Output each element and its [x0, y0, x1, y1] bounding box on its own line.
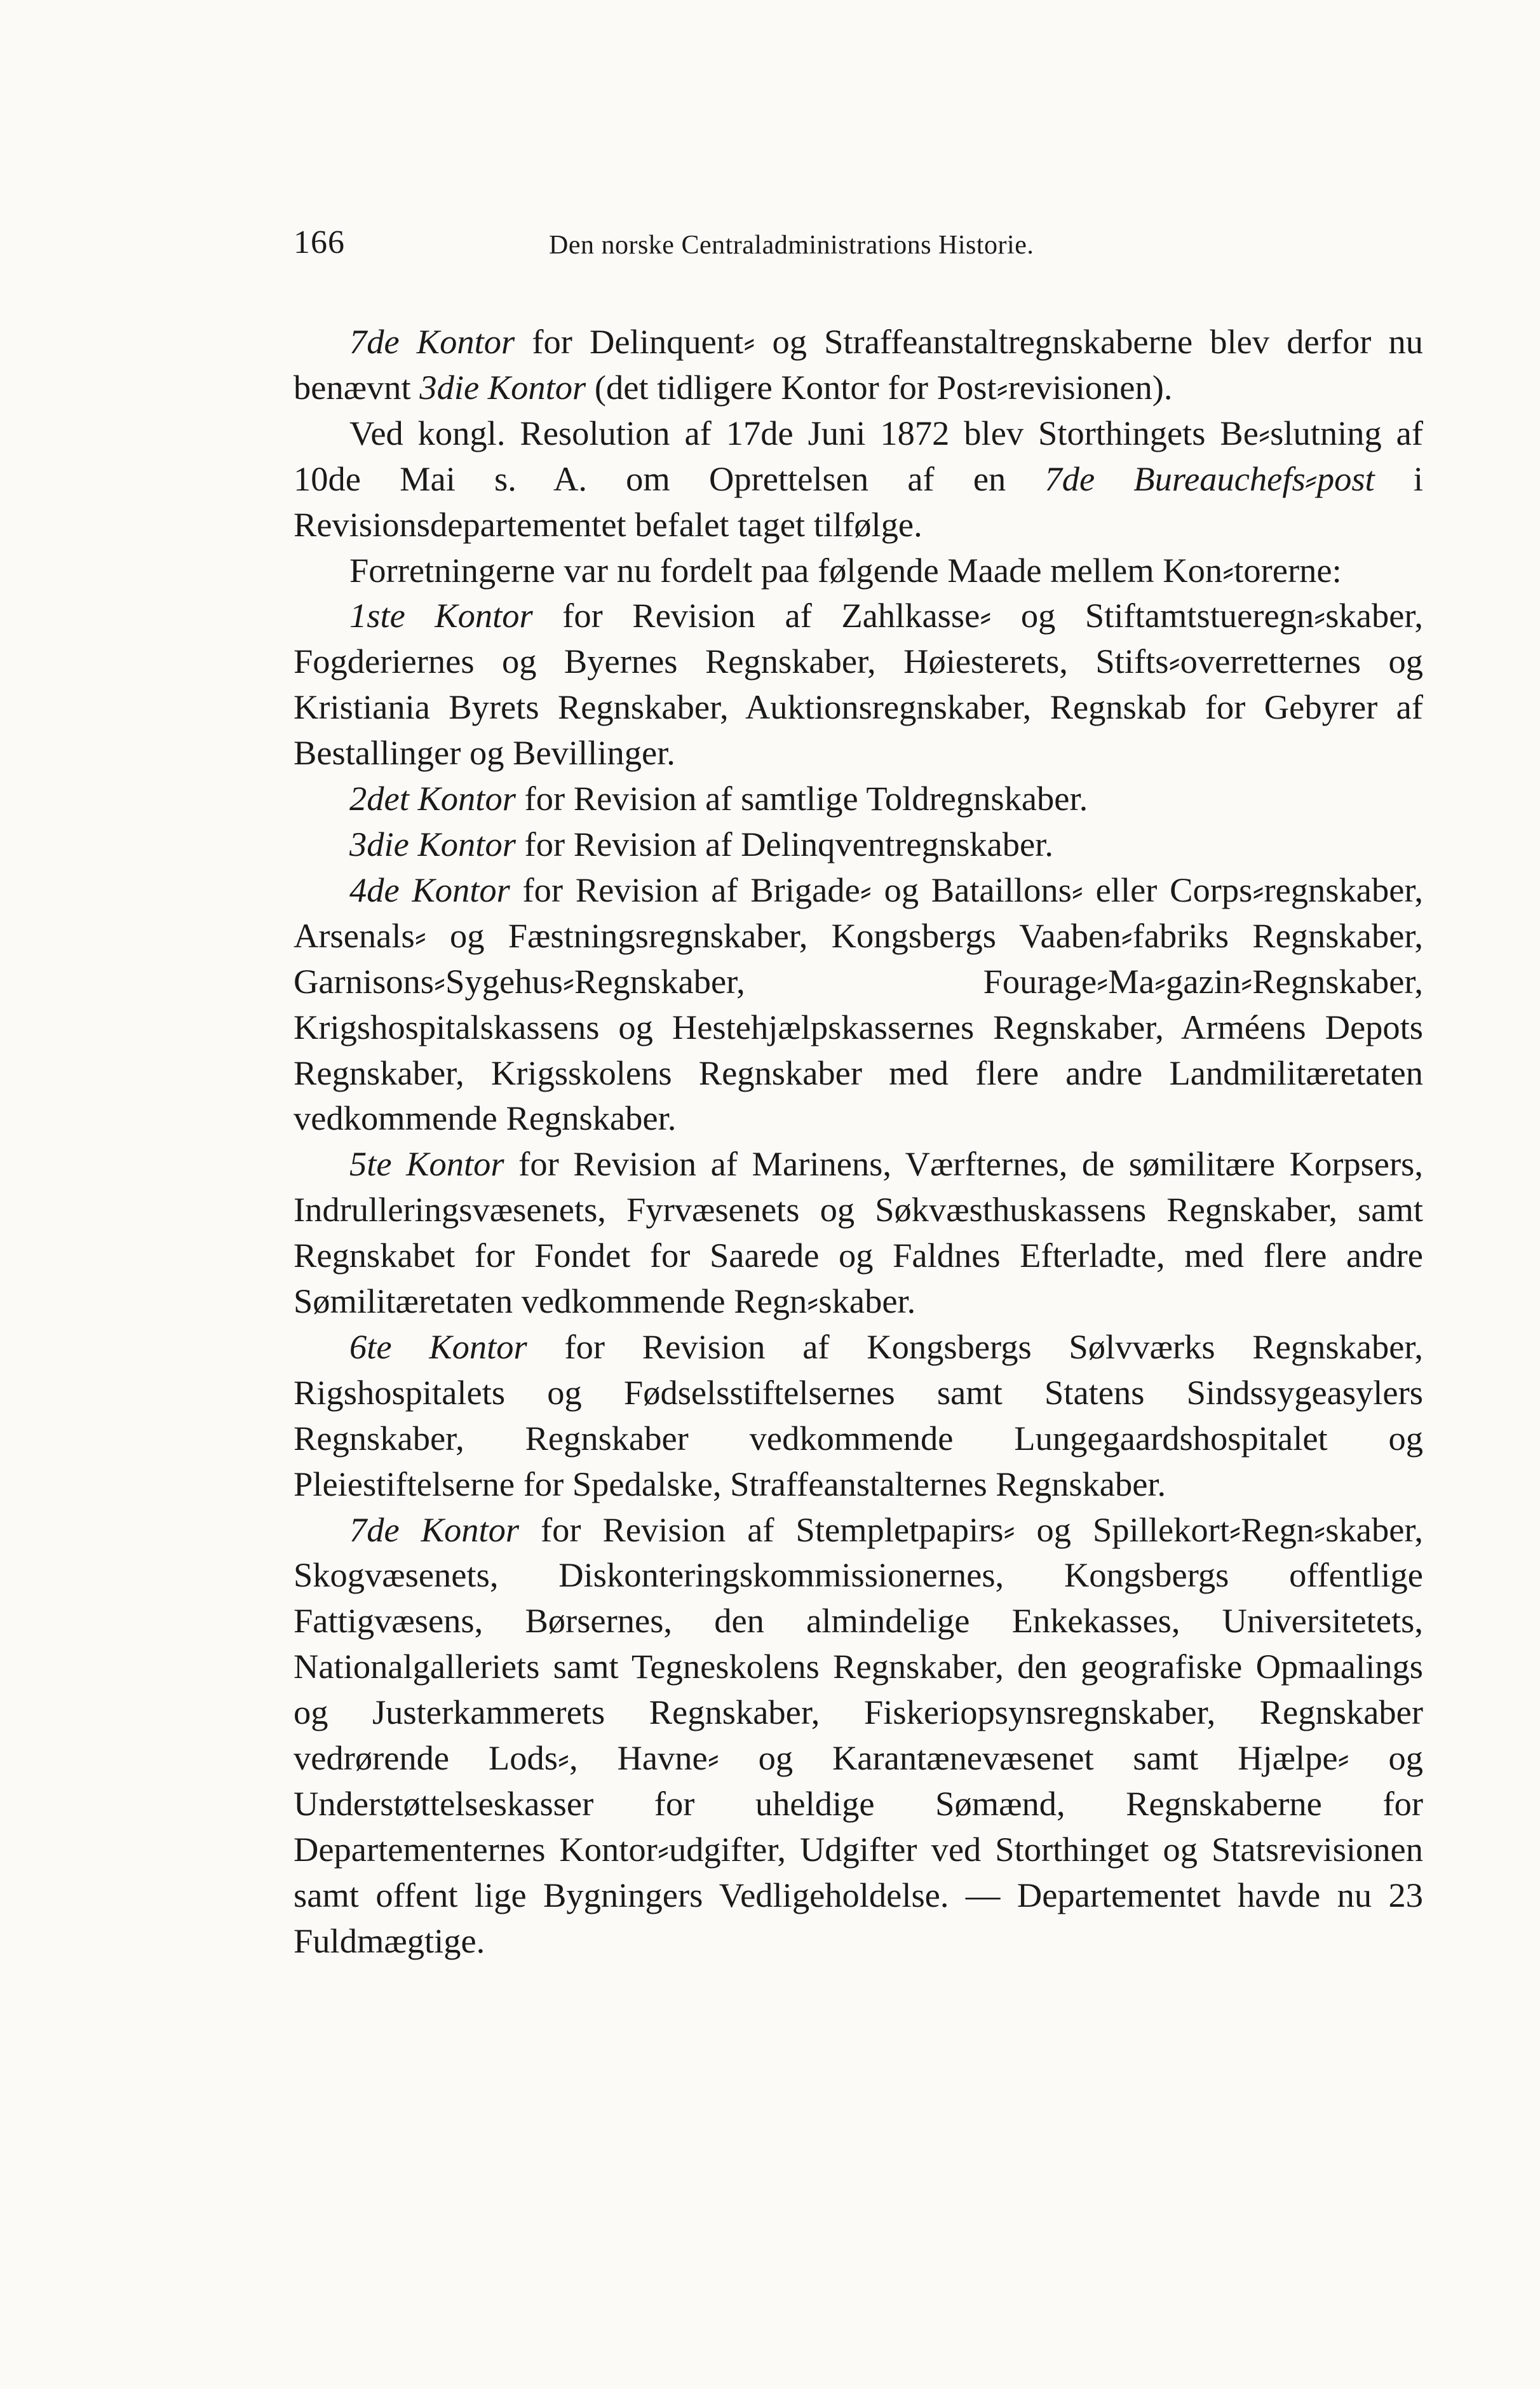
paragraph-text: for Revision af Marinens, Værfternes, de sømilitære Korpsers, Indrulleringsvæsenets, Fyrvæsenets og Søkvæsthuskassens Regnskaber, samt Regnskabet for Fondet for Saarede og Faldnes Efterladte, med flere andre Sømilitæretaten vedkommende Regn⸗skaber.	[294, 1144, 1423, 1321]
paragraph-4de-kontor	[294, 867, 1423, 1141]
office-name: 6te Kontor	[349, 1327, 527, 1366]
paragraph-text: i Revisionsdepartementet befalet taget tilfølge.	[294, 459, 1423, 544]
office-name: 7de Bureauchefs⸗post	[1044, 459, 1375, 498]
paragraph-5te-kontor	[294, 1141, 1423, 1324]
office-name: 1ste Kontor	[349, 596, 533, 635]
paragraph-distribution-intro	[294, 548, 1423, 593]
office-name: 5te Kontor	[349, 1144, 504, 1184]
running-title: Den norske Centraladministrations Historie.	[549, 231, 1034, 260]
paragraph-6te-kontor	[294, 1324, 1423, 1507]
office-name: 2det Kontor	[349, 779, 516, 818]
paragraph-text: (det tidligere Kontor for Post⸗revisionen).	[586, 367, 1173, 407]
office-name: 4de Kontor	[349, 870, 510, 909]
book-page	[294, 210, 1423, 1964]
paragraph-text: for Revision af Delinqventregnskaber.	[515, 824, 1053, 863]
body-text	[294, 319, 1423, 1964]
paragraph-text: for Revision af Stempletpapirs⸗ og Spillekort⸗Regn⸗skaber, Skogvæsenets, Diskonteringskommissionernes, Kongsbergs offentlige Fattigvæsens, Børsernes, den almindelige Enkekasses, Universitetets, Nationalgalleriets samt Tegneskolens Regnskaber, den geografiske Opmaalings og Justerkammerets Regnskaber, Fiskeriopsynsregnskaber, Regnskaber vedrørende Lods⸗, Havne⸗ og Karantænevæsenet samt Hjælpe⸗ og Understøttelseskasser for uheldige Sømænd, Regnskaberne for Departementernes Kontor⸗udgifter, Udgifter ved Storthinget og Statsrevisionen samt offent lige Bygningers Vedligeholdelse. — Departementet havde nu 23 Fuldmægtige.	[294, 1510, 1423, 1960]
office-name: 7de Kontor	[349, 322, 515, 361]
paragraph-1ste-kontor	[294, 593, 1423, 776]
paragraph-text: for Revision af Brigade⸗ og Bataillons⸗ eller Corps⸗regnskaber, Arsenals⸗ og Fæstningsregnskaber, Kongsbergs Vaaben⸗fabriks Regnskaber, Garnisons⸗Sygehus⸗Regnskaber, Fourage⸗Ma⸗gazin⸗Regnskaber, Krigshospitalskassens og Hestehjælpskassernes Regnskaber, Arméens Depots Regnskaber, Krigsskolens Regnskaber med flere andre Landmilitæretaten vedkommende Regnskaber.	[294, 870, 1423, 1138]
office-name: 3die Kontor	[419, 367, 586, 407]
office-name: 3die Kontor	[349, 824, 516, 863]
paragraph-text: for Revision af Kongsbergs Sølvværks Regnskaber, Rigshospitalets og Fødselsstiftelsernes samt Statens Sindssygeasylers Regnskaber, Regnskaber vedkommende Lungegaardshospitalet og Pleiestiftelserne for Spedalske, Straffeanstalternes Regnskaber.	[294, 1327, 1423, 1503]
paragraph-7de-kontor-renamed	[294, 319, 1423, 410]
paragraph-text: Ved kongl. Resolution af 17de Juni 1872 blev Storthingets Be⸗slutning af 10de Mai s. A. om Oprettelsen af en	[294, 413, 1423, 498]
office-name: 7de Kontor	[349, 1510, 520, 1549]
paragraph-resolution	[294, 410, 1423, 548]
paragraph-2det-kontor	[294, 776, 1423, 822]
paragraph-text: for Delinquent⸗ og Straffeanstaltregnskaberne blev derfor nu benævnt	[294, 322, 1423, 407]
running-head	[294, 210, 1423, 267]
paragraph-text: for Revision af samtlige Toldregnskaber.	[515, 779, 1088, 818]
page-number: 166	[294, 224, 345, 261]
paragraph-text: for Revision af Zahlkasse⸗ og Stiftamtstueregn⸗skaber, Fogderiernes og Byernes Regnskaber, Høiesterets, Stifts⸗overretternes og Kristiania Byrets Regnskaber, Auktionsregnskaber, Regnskab for Gebyrer af Bestallinger og Bevillinger.	[294, 596, 1423, 773]
paragraph-text: Forretningerne var nu fordelt paa følgende Maade mellem Kon⸗torerne:	[349, 550, 1342, 590]
paragraph-3die-kontor	[294, 822, 1423, 867]
paragraph-7de-kontor	[294, 1507, 1423, 1964]
